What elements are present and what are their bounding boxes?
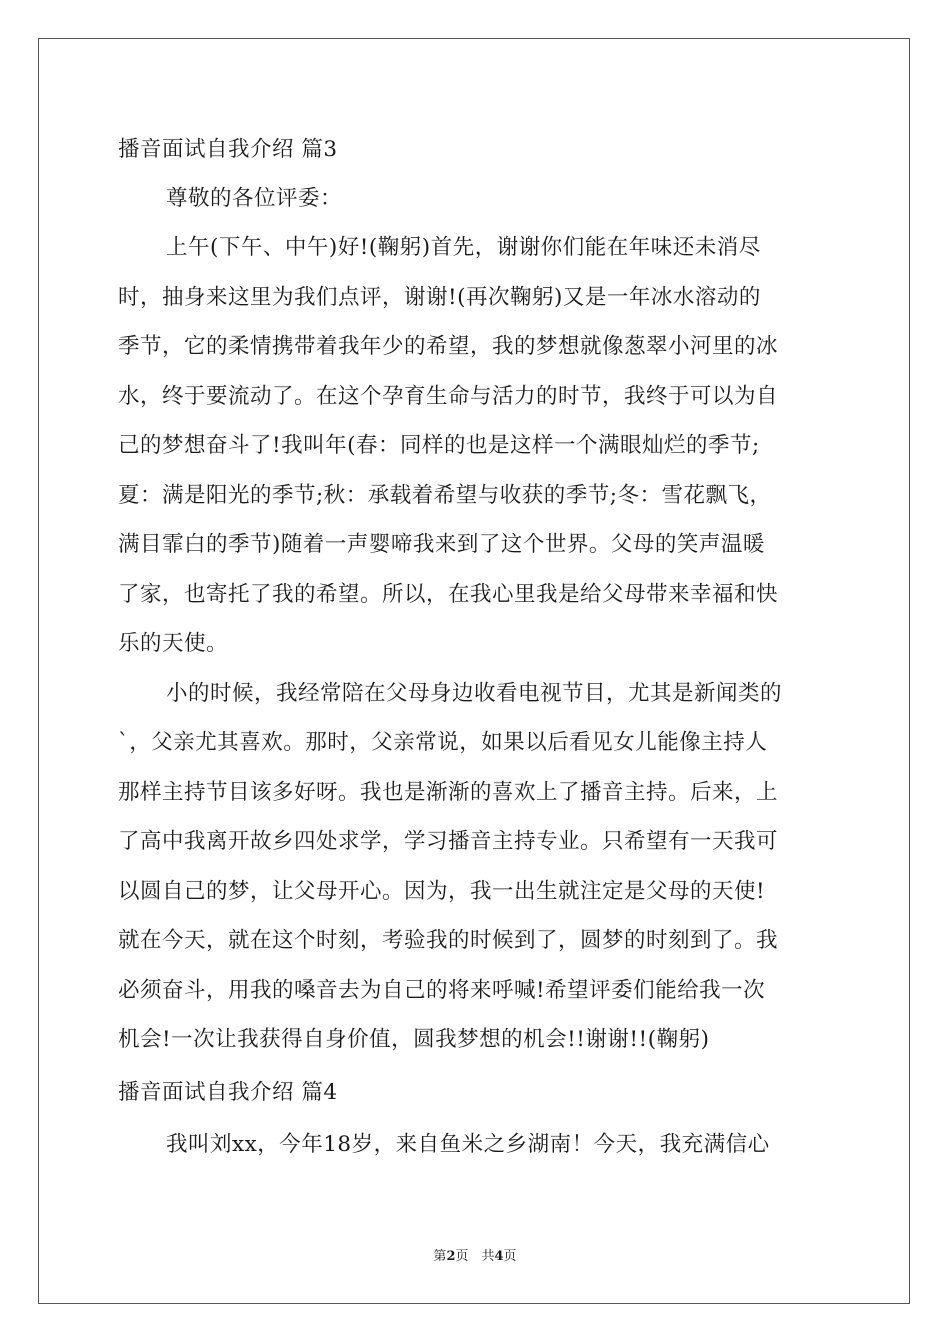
text-line: 己的梦想奋斗了!我叫年(春：同样的也是这样一个满眼灿烂的季节; xyxy=(118,433,760,458)
section-heading-3: 播音面试自我介绍 篇3 xyxy=(118,137,338,162)
text-line: 机会!一次让我获得自身价值，圆我梦想的机会!!谢谢!!(鞠躬) xyxy=(118,1027,710,1052)
text-line: `，父亲尤其喜欢。那时，父亲常说，如果以后看见女儿能像主持人 xyxy=(118,730,768,755)
text-line: 季节，它的柔情携带着我年少的希望，我的梦想就像葱翠小河里的冰 xyxy=(118,334,779,359)
text-line: 以圆自己的梦，让父母开心。因为，我一出生就注定是父母的天使! xyxy=(118,879,766,904)
section-heading-4: 播音面试自我介绍 篇4 xyxy=(118,1080,338,1105)
text-line: 夏：满是阳光的季节;秋：承载着希望与收获的季节;冬：雪花飘飞， xyxy=(118,483,772,508)
text-line: 了家，也寄托了我的希望。所以，在我心里我是给父母带来幸福和快 xyxy=(118,582,779,607)
page-prefix: 第 xyxy=(433,1249,447,1264)
text-line: 必须奋斗，用我的嗓音去为自己的将来呼喊!希望评委们能给我一次 xyxy=(118,978,766,1003)
page-border xyxy=(38,38,910,1304)
text-line: 尊敬的各位评委： xyxy=(166,186,343,211)
page-mid: 页 共 xyxy=(455,1249,495,1264)
text-line: 乐的天使。 xyxy=(118,631,229,656)
text-line: 时，抽身来这里为我们点评，谢谢!(再次鞠躬)又是一年冰水溶动的 xyxy=(118,285,761,310)
text-line: 上午(下午、中午)好!(鞠躬)首先，谢谢你们能在年味还未消尽 xyxy=(166,235,761,260)
page-total: 4 xyxy=(494,1249,504,1264)
page-current: 2 xyxy=(446,1249,456,1264)
text-line: 就在今天，就在这个时刻，考验我的时候到了，圆梦的时刻到了。我 xyxy=(118,928,779,953)
text-line: 我叫刘xx，今年18岁，来自鱼米之乡湖南！今天，我充满信心 xyxy=(166,1132,770,1157)
text-line: 那样主持节目该多好呀。我也是渐渐的喜欢上了播音主持。后来，上 xyxy=(118,780,779,805)
text-line: 水，终于要流动了。在这个孕育生命与活力的时节，我终于可以为自 xyxy=(118,384,779,409)
page-suffix: 页 xyxy=(503,1249,517,1264)
text-line: 满目霏白的季节)随着一声婴啼我来到了这个世界。父母的笑声温暖 xyxy=(118,532,765,557)
text-line: 了高中我离开故乡四处求学，学习播音主持专业。只希望有一天我可 xyxy=(118,829,779,854)
text-line: 小的时候，我经常陪在父母身边收看电视节目，尤其是新闻类的 xyxy=(166,681,783,706)
page-footer xyxy=(0,1248,950,1266)
